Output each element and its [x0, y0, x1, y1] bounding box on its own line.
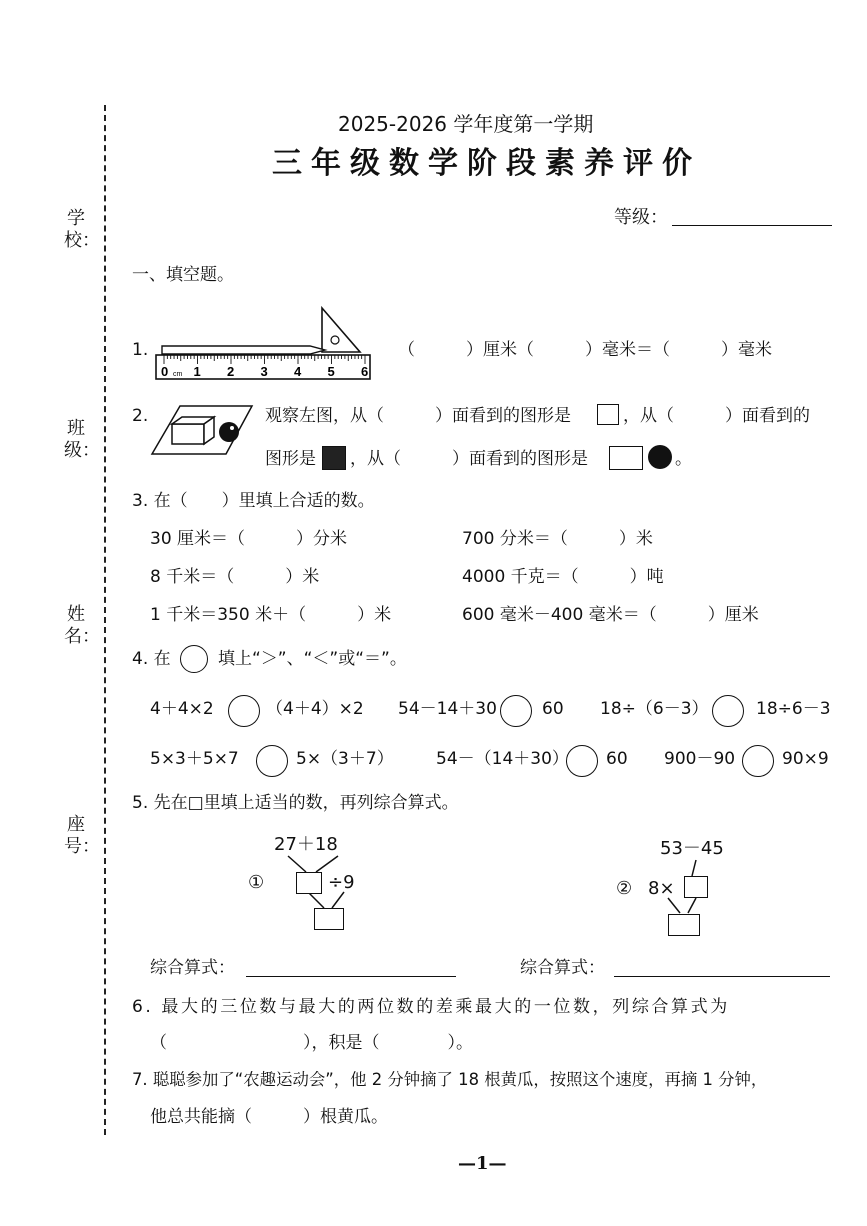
- q4-expression-left: 54－（14＋30）: [436, 749, 569, 769]
- q4-expression-left: 900－90: [664, 749, 736, 769]
- grade-blank: [672, 225, 832, 226]
- set-square-hole: [331, 336, 339, 344]
- ruler-label: 0: [161, 364, 169, 379]
- tree2-top-expression: 53－45: [660, 838, 724, 859]
- square-with-ball-view-icon: [322, 446, 346, 470]
- q4-expression-right: 90×9: [782, 749, 829, 769]
- comparison-circle[interactable]: [712, 695, 744, 727]
- comparison-circle[interactable]: [742, 745, 774, 777]
- side-label-school: 学校：: [64, 208, 100, 251]
- q2-line1-start: 观察左图，从（ ）面看到的图形是: [265, 406, 571, 426]
- tree2-result-box[interactable]: [668, 914, 700, 936]
- cube-and-ball-on-plane-illustration: [150, 404, 254, 456]
- section-title: 一、填空题。: [132, 265, 234, 285]
- q3-item: 1 千米＝350 米＋（ ）米: [150, 605, 392, 625]
- q2-line2-middle: ，从（ ）面看到的图形是: [350, 449, 588, 469]
- pencil-shape: [162, 346, 325, 354]
- q3-item: 600 毫米－400 毫米＝（ ）厘米: [462, 605, 759, 625]
- q2-line2-start: 图形是: [265, 449, 316, 469]
- q5-formula-answer-line-2[interactable]: [614, 976, 830, 977]
- grade-label: 等级：: [614, 207, 668, 228]
- q4-expression-right: 60: [542, 699, 564, 719]
- q3-item: 8 千米＝（ ）米: [150, 567, 320, 587]
- binding-dashed-line: [104, 105, 106, 1135]
- q6-line1: 6. 最大的三位数与最大的两位数的差乘最大的一位数，列综合算式为: [132, 997, 730, 1017]
- ruler-label: 5: [327, 364, 335, 379]
- q2-line2-end: 。: [675, 449, 692, 469]
- page-number: —1—: [458, 1153, 507, 1174]
- q4-expression-right: 60: [606, 749, 628, 769]
- q2-line1-end: ，从（ ）面看到的: [623, 406, 810, 426]
- q5-formula-answer-line-1[interactable]: [246, 976, 456, 977]
- side-label-class: 班级：: [64, 418, 100, 461]
- comparison-circle[interactable]: [566, 745, 598, 777]
- ball-highlight: [230, 426, 234, 430]
- side-label-seat: 座号：: [64, 814, 100, 857]
- cuboid-front: [172, 424, 204, 444]
- tree1-result-box[interactable]: [314, 908, 344, 930]
- tree2-operator: 8×: [648, 878, 675, 899]
- page-title: 三年级数学阶段素养评价: [272, 146, 701, 181]
- q3-item: 700 分米＝（ ）米: [462, 529, 653, 549]
- q4-intro-end: 填上“＞”、“＜”或“＝”。: [218, 649, 407, 669]
- ruler-label: 2: [227, 364, 235, 379]
- q4-expression-left: 54－14＋30: [398, 699, 497, 719]
- comparison-circle[interactable]: [256, 745, 288, 777]
- ruler-label: 4: [294, 364, 302, 379]
- q5-formula-label-1: 综合算式：: [150, 958, 235, 978]
- q7-line2: 他总共能摘（ ）根黄瓜。: [150, 1107, 388, 1127]
- ruler-label: 1: [193, 364, 201, 379]
- tree1-marker: ①: [248, 872, 265, 893]
- ruler-with-pencil-illustration: [150, 302, 380, 384]
- tree2-branch-lines: [650, 858, 750, 918]
- q3-intro: 3. 在（ ）里填上合适的数。: [132, 491, 375, 511]
- q5-intro: 5. 先在□里填上适当的数，再列综合算式。: [132, 793, 459, 813]
- q4-intro-start: 4. 在: [132, 649, 171, 669]
- q4-expression-right: 18÷6－3: [756, 699, 831, 719]
- filled-circle-shape: [648, 445, 672, 469]
- q4-expression-left: 4＋4×2: [150, 699, 214, 719]
- q3-item: 4000 千克＝（ ）吨: [462, 567, 664, 587]
- ruler-unit-label: cm: [173, 371, 183, 378]
- q7-line1: 7. 聪聪参加了“农趣运动会”，他 2 分钟摘了 18 根黄瓜，按照这个速度，再摘 1 分钟，: [132, 1070, 768, 1089]
- q1-blanks: （ ）厘米（ ）毫米＝（ ）毫米: [398, 340, 772, 360]
- triangle-set-square: [322, 308, 360, 352]
- side-label-name: 姓名：: [64, 604, 100, 647]
- tree2-marker: ②: [616, 878, 633, 899]
- comparison-circle-sample: [180, 645, 208, 673]
- q4-expression-right: （4＋4）×2: [266, 699, 364, 719]
- ruler-label: 6: [361, 364, 369, 379]
- q5-formula-label-2: 综合算式：: [520, 958, 605, 978]
- tree1-operator: ÷9: [328, 872, 355, 893]
- q4-expression-right: 5×（3＋7）: [296, 749, 394, 769]
- small-square-shape: [597, 404, 619, 425]
- q1-number: 1.: [132, 340, 149, 360]
- comparison-circle[interactable]: [500, 695, 532, 727]
- tree1-answer-box[interactable]: [296, 872, 322, 894]
- q2-number: 2.: [132, 406, 149, 426]
- q6-line2: （ ），积是（ ）。: [150, 1033, 473, 1053]
- q4-expression-left: 5×3＋5×7: [150, 749, 239, 769]
- q3-item: 30 厘米＝（ ）分米: [150, 529, 348, 549]
- rectangle-shape: [609, 446, 643, 470]
- term-heading: 2025-2026 学年度第一学期: [338, 112, 594, 136]
- tree1-top-expression: 27＋18: [274, 834, 338, 855]
- ball-sphere: [219, 422, 239, 442]
- ruler-label: 3: [260, 364, 268, 379]
- q4-expression-left: 18÷（6－3）: [600, 699, 709, 719]
- comparison-circle[interactable]: [228, 695, 260, 727]
